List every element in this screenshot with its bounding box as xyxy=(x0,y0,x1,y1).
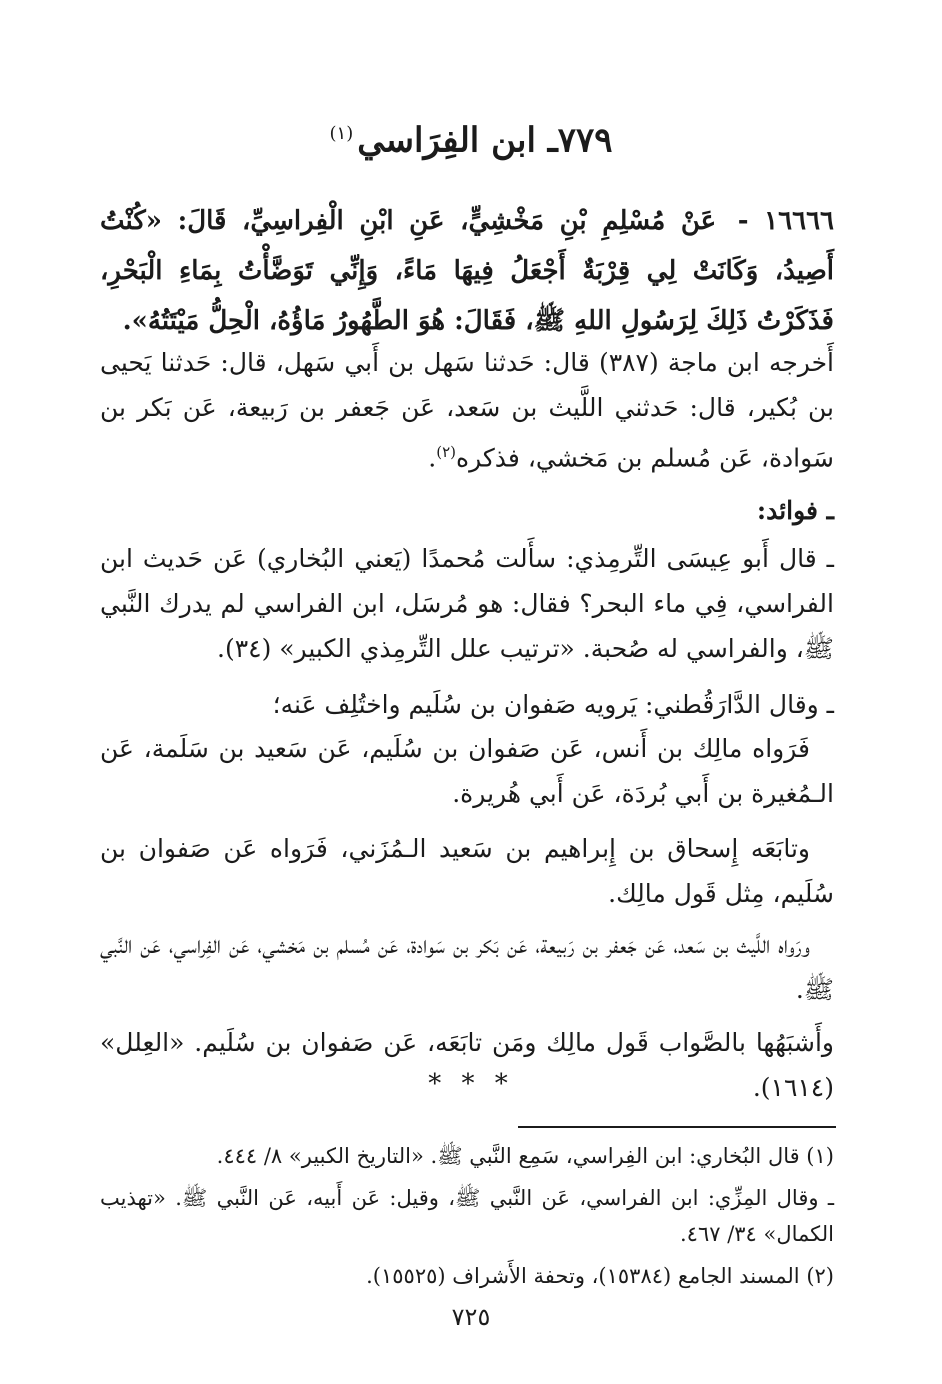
page-number: ٧٢٥ xyxy=(451,1303,491,1331)
footnote-1b: ـ وقال المِزِّي: ابن الفراسي، عَن النَّبي ﷺ، وقيل: عَن أَبيه، عَن النَّبي ﷺ. «تهذيب الكمال» ٣٤/ ٤٦٧. xyxy=(100,1186,834,1246)
footnotes xyxy=(100,1138,834,1300)
hadith-text: عَنْ مُسْلِمِ بْنِ مَخْشِيٍّ، عَنِ ابْنِ الْفِراسِيِّ، قَالَ: «كُنْتُ أَصِيدُ، وَكَانَتْ لِي قِرْبَةٌ أَجْعَلُ فِيهَا مَاءً، وَإِنِّي تَوَضَّأْتُ بِمَاءِ الْبَحْرِ، فَذَكَرْتُ ذَلِكَ لِرَسُولِ اللهِ ﷺ، فَقَالَ: هُوَ الطَّهُورُ مَاؤُهُ، الْحِلُّ مَيْتَتُهُ». xyxy=(100,206,834,336)
layth-paragraph: ورَواه اللَّيث بن سَعد، عَن جَعفر بن رَبيعة، عَن بَكر بن سَوادة، عَن مُسلم بن مَخشي، عَن الفِراسي، عَن النَّبي ﷺ. xyxy=(100,930,834,1004)
entry-heading xyxy=(0,112,942,162)
hadith-text-block xyxy=(100,196,834,346)
takhrij-paragraph xyxy=(100,340,834,480)
tirmidhi-paragraph: ـ قال أَبو عِيسَى التِّرمِذي: سأَلت مُحمدًا (يَعني البُخاري) عَن حَديث ابن الفراسي، فِي ماء البحر؟ فقال: هو مُرسَل، ابن الفراسي لم يدرك النَّبي ﷺ، والفراسي له صُحبة. «ترتيب علل التِّرمِذي الكبير» (٣٤). xyxy=(100,544,834,663)
entry-number: ٧٧٩ـ xyxy=(547,120,613,161)
heading-footnote-ref: (١) xyxy=(329,123,354,144)
footnote-divider xyxy=(518,1126,836,1128)
ishaq-paragraph: وتابَعَه إِسحاق بن إِبراهيم بن سَعيد الـمُزَني، فَرَواه عَن صَفوان بن سُلَيم، مِثل قَول مالِك. xyxy=(100,834,834,908)
daraqutni-paragraph: ـ وقال الدَّارَقُطني: يَرويه صَفوان بن سُلَيم واختُلِف عَنه؛ xyxy=(272,690,834,719)
section-separator: * * * xyxy=(428,1069,514,1099)
entry-title: ابن الفِرَاسي xyxy=(357,120,536,161)
malik-paragraph: فَرَواه مالِك بن أَنس، عَن صَفوان بن سُلَيم، عَن سَعيد بن سَلَمة، عَن الـمُغيرة بن أَبي بُردَة، عَن أَبي هُريرة. xyxy=(100,734,834,808)
footnote-1a: (١) قال البُخاري: ابن الفِراسي، سَمِع النَّبي ﷺ. «التاريخ الكبير» ٨/ ٤٤٤. xyxy=(216,1144,834,1168)
hadith-number: ١٦٦٦٦ - xyxy=(737,206,834,236)
footnote-2: (٢) المسند الجامع (١٥٣٨٤)، وتحفة الأَشراف (١٥٥٢٥). xyxy=(366,1264,834,1288)
takhrij-end: . xyxy=(428,443,437,473)
takhrij-text: أَخرجه ابن ماجة (٣٨٧) قال: حَدثنا سَهل بن أَبي سَهل، قال: حَدثنا يَحيى بن بُكير، قال: حَدثني اللَّيث بن سَعد، عَن جَعفر بن رَبيعة، عَن بَكر بن سَوادة، عَن مُسلم بن مَخشي، فذكره xyxy=(100,348,834,473)
ashbah-paragraph: وأَشبَهُها بالصَّواب قَول مالِك ومَن تابَعَه، عَن صَفوان بن سُلَيم. «العِلل» (١٦١٤). xyxy=(100,1028,834,1102)
fawaid-label: ـ فوائد: xyxy=(756,496,834,525)
takhrij-footnote-ref: (٢) xyxy=(436,443,456,461)
